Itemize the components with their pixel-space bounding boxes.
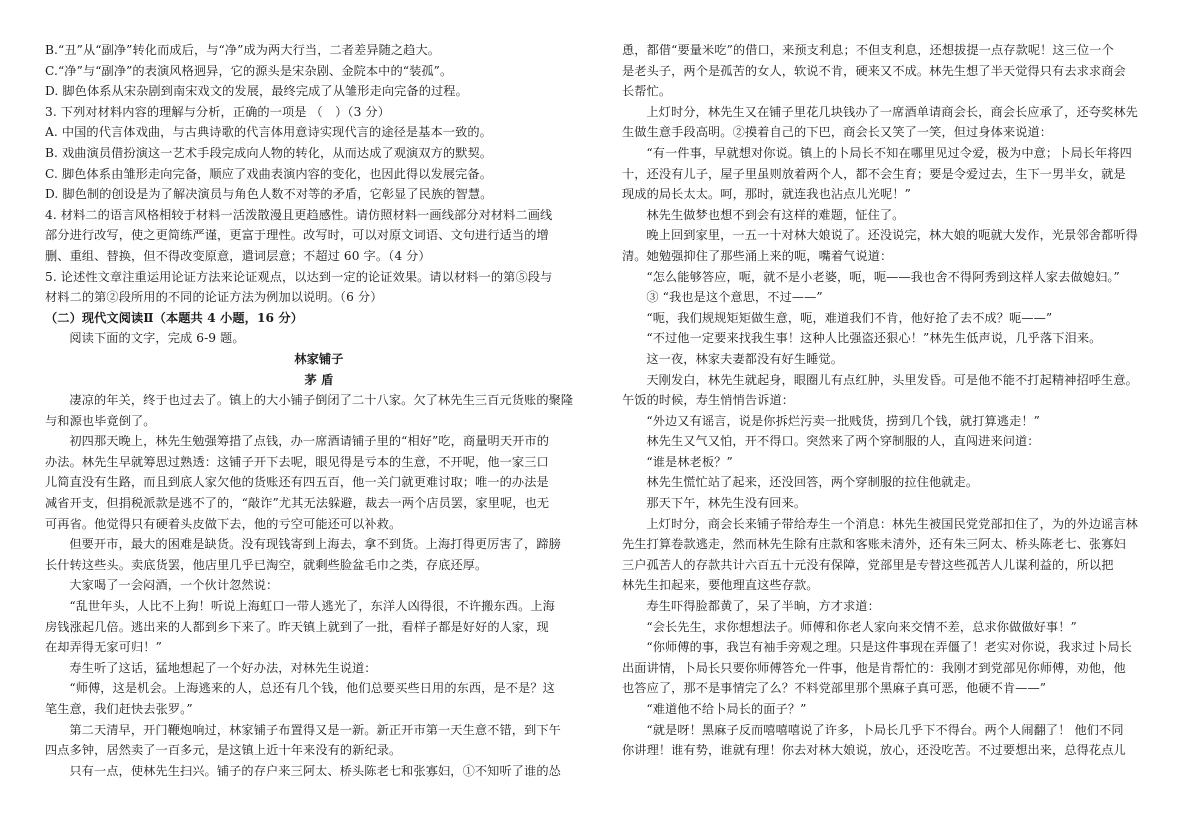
text-line: 午饭的时候，寿生悄悄告诉道： [622, 393, 795, 408]
text-line: 林先生扣起来，要他理直这些存款。 [622, 578, 819, 593]
text-line: 现成的局长太太。呵，那时，就连我也沾点儿光呢！” [622, 187, 911, 202]
text-line: 笔生意，我们赶快去张罗。” [45, 702, 193, 716]
left-column [45, 40, 593, 781]
text-line: 4. 材料二的语言风格相较于材料一活泼散漫且更趋感性。请仿照材料一画线部分对材料二画线 [45, 207, 553, 222]
text-line: “难道他不给卜局长的面子？” [646, 702, 807, 716]
text-line: 天刚发白，林先生就起身，眼圈儿有点红肿，头里发昏。可是他不能不打起精神招呼生意。 [646, 372, 1138, 387]
text-line: 茅 盾 [304, 372, 334, 387]
right-column [622, 40, 1170, 761]
text-line: 儿简直没有生路，而且到底人家欠他的货账还有四五百，他一关门就更难讨取；唯一的办法是 [45, 475, 549, 490]
text-line: 上灯时分，商会长来铺子带给寿生一个消息：林先生被国民党党部扣住了，为的外边谣言林 [646, 516, 1138, 531]
text-line: B. 戏曲演员借扮演这一艺术手段完成向人物的转化，从而达成了观演双方的默契。 [45, 145, 493, 160]
text-line: 四点多钟，居然卖了一百多元，是这镇上近十年来没有的新纪录。 [45, 743, 402, 758]
text-line: “外边又有谣言，说是你拆烂污卖一批贱货，捞到几个钱，就打算逃走！” [646, 413, 1040, 428]
text-line: 出面讲情，卜局长只要你师傅答允一件事，他是肯帮忙的：我刚才到党部见你师傅，劝他，他 [622, 660, 1126, 675]
text-line: D. 脚色制的创设是为了解决演员与角色人数不对等的矛盾，它彰显了民族的智慧。 [45, 187, 493, 202]
text-line: ③ “我也是这个意思，不过——” [646, 290, 823, 305]
text-line: 房钱涨起几倍。逃出来的人都到乡下来了。昨天镇上就到了一批，看样子都是好好的人家，现 [45, 619, 549, 634]
text-line: 你讲理！谁有势，谁就有理！你去对林大娘说，放心，还没吃苦。不过要想出来，总得花点儿 [622, 743, 1126, 758]
text-line: 林家铺子 [294, 351, 344, 366]
text-line: “就是呀！黑麻子反而嘻嘻嘻说了许多，卜局长几乎下不得台。两个人闹翻了！ 他们不同 [646, 722, 1124, 737]
text-line: 清。她勉强抑住了那些涌上来的呃，嘴着气说道： [622, 248, 893, 263]
text-line: 但要开市，最大的困难是缺货。没有现钱寄到上海去，拿不到货。上海打得更厉害了，蹄膀 [69, 537, 561, 552]
text-line: 办法。林先生早就筹思过熟透：这铺子开下去呢，眼见得是亏本的生意，不开呢，他一家三口 [45, 454, 549, 469]
text-line: 材料二的第②段所用的不同的论证方法为例加以说明。（6 分） [45, 290, 383, 305]
text-line: 也答应了，那不是事情完了么？不料党部里那个黑麻子真可恶，他硬不肯——” [622, 681, 1047, 696]
text-line: 凄凉的年关，终于也过去了。镇上的大小铺子倒闭了二十八家。欠了林先生三百元货账的聚隆 [69, 393, 574, 408]
text-line: 晚上回到家里，一五一十对林大娘说了。还没说完，林大娘的呃就大发作，光景邻舍都听得 [646, 228, 1138, 243]
text-line: 寿生吓得脸都黄了，呆了半晌，方才求道： [646, 599, 880, 614]
text-line: 阅读下面的文字，完成 6-9 题。 [69, 331, 245, 346]
text-line: “有一件事，早就想对你说。镇上的卜局长不知在哪里见过令爱，极为中意；卜局长年将四 [646, 145, 1132, 160]
text-line: “师傅，这是机会。上海逃来的人，总还有几个钱，他们总要买些日用的东西，是不是？这 [69, 681, 555, 696]
text-line: 与和源也毕竟倒了。 [45, 413, 156, 428]
text-line: 减省开支，但捐税派款是逃不了的，“敲诈”尤其无法躲避，裁去一两个店员罢，家里呢，也无 [45, 496, 550, 511]
text-line: 这一夜，林家夫妻都没有好生睡觉。 [646, 351, 843, 366]
text-line: C.“净”与“副净”的表演风格迥异，它的源头是宋杂剧、金院本中的“装孤”。 [45, 63, 453, 78]
text-line: 删、重组、替换，但不得改变原意，遣词层意；不超过 60 字。（4 分） [45, 248, 431, 263]
text-line: 生做生意手段高明。②摸着自己的下巴，商会长又笑了一笑，但过身体来说道： [622, 125, 1053, 140]
text-line: A. 中国的代言体戏曲，与古典诗歌的代言体用意诗实现代言的途径是基本一致的。 [45, 125, 492, 140]
text-line: “呃，我们规规矩矩做生意，呃，难道我们不肯，他好抢了去不成？呃——” [646, 310, 1053, 325]
text-line: 三户孤苦人的存款共计六百五十元没有保障，党部里是专替这些孤苦人儿谋利益的，所以把 [622, 557, 1114, 572]
text-line: 上灯时分，林先生又在铺子里花几块钱办了一席酒单请商会长，商会长应承了，还夸奖林先 [646, 104, 1138, 119]
text-line: B.“丑”从“副净”转化而成后，与“净”成为两大行当，二者差异随之趋大。 [45, 43, 441, 57]
text-line: “会长先生，求你想想法子。师傅和你老人家向来交情不差，总求你做做好事！” [646, 619, 1077, 634]
text-line: “你师傅的事，我岂有袖手旁观之理。只是这件事现在弄僵了！老实对你说，我求过卜局长 [646, 640, 1132, 655]
text-line: 初四那天晚上，林先生勉强筹措了点钱，办一席酒请铺子里的“相好”吃，商量明天开市的 [69, 434, 549, 449]
text-line: 大家喝了一会闷酒，一个伙计忽然说： [69, 578, 279, 593]
text-line: 恿，都借“要量米吃”的借口，来预支利息；不但支利息，还想拔提一点存款呢！这三位一个 [622, 43, 1114, 57]
text-line: 5. 论述性文章注重运用论证方法来论证观点，以达到一定的论证效果。请以材料一的第⑤段与 [45, 269, 553, 284]
text-line: 十，还没有儿子，屋子里虽则放着两个人，都不会生育；要是令爱过去，生下一男半女，就是 [622, 166, 1126, 181]
text-line: 3. 下列对材料内容的理解与分析，正确的一项是 （ ）（3 分） [45, 104, 390, 119]
text-line: “谁是林老板？” [646, 454, 733, 469]
text-line: “乱世年头，人比不上狗！听说上海虹口一带人逃光了，东洋人凶得很，不许搬东西。上海 [69, 599, 555, 614]
text-line: “不过他一定要来找我生事！这种人比强盗还狠心！”林先生低声说，几乎落下泪来。 [646, 331, 1102, 346]
text-line: 部分进行改写，使之更简练严谨，更富于理性。改写时，可以对原文词语、文句进行适当的增 [45, 228, 549, 243]
text-line: D. 脚色体系从宋杂剧到南宋戏文的发展，最终完成了从雏形走向完备的过程。 [45, 84, 468, 99]
text-line: C. 脚色体系由雏形走向完备，顺应了戏曲表演内容的变化，也因此得以发展完备。 [45, 166, 492, 181]
text-line: 那天下午，林先生没有回来。 [646, 496, 807, 511]
text-line: “怎么能够答应，呃，就不是小老婆，呃，呃——我也舍不得阿秀到这样人家去做媳妇。” [646, 269, 1120, 284]
text-line: 可再省。他觉得只有硬着头皮做下去，他的亏空可能还可以补救。 [45, 516, 402, 531]
text-line: 在却弄得无家可归！” [45, 640, 162, 655]
text-line: 林先生做梦也想不到会有这样的难题，怔住了。 [646, 207, 905, 222]
text-line: 长帮忙。 [622, 84, 672, 99]
text-line: 林先生慌忙站了起来，还没回答，两个穿制服的拉住他就走。 [646, 475, 979, 490]
text-line: 长什转这些头。卖底货罢，他店里几乎已淘空，就剩些脸盆毛巾之类，存底还厚。 [45, 557, 488, 572]
text-line: 第二天清早，开门鞭炮响过，林家铺子布置得又是一新。新正开市第一天生意不错，到下午 [69, 722, 561, 737]
text-line: 只有一点，使林先生扫兴。铺子的存户来三阿太、桥头陈老七和张寡妇，①不知听了谁的怂 [69, 763, 561, 778]
text-line: （二）现代文阅读Ⅱ（本题共 4 小题，16 分） [45, 310, 304, 325]
text-line: 寿生听了这话，猛地想起了一个好办法，对林先生说道： [69, 660, 377, 675]
text-line: 林先生又气又怕，开不得口。突然来了两个穿制服的人，直闯进来问道： [646, 434, 1040, 449]
text-line: 是老头子，两个是孤苦的女人，软说不肯，硬来又不成。林先生想了半天觉得只有去求求商会 [622, 63, 1126, 78]
text-line: 先生打算卷款逃走，然而林先生除有庄款和客账未清外，还有朱三阿太、桥头陈老七、张寡妇 [622, 537, 1126, 552]
